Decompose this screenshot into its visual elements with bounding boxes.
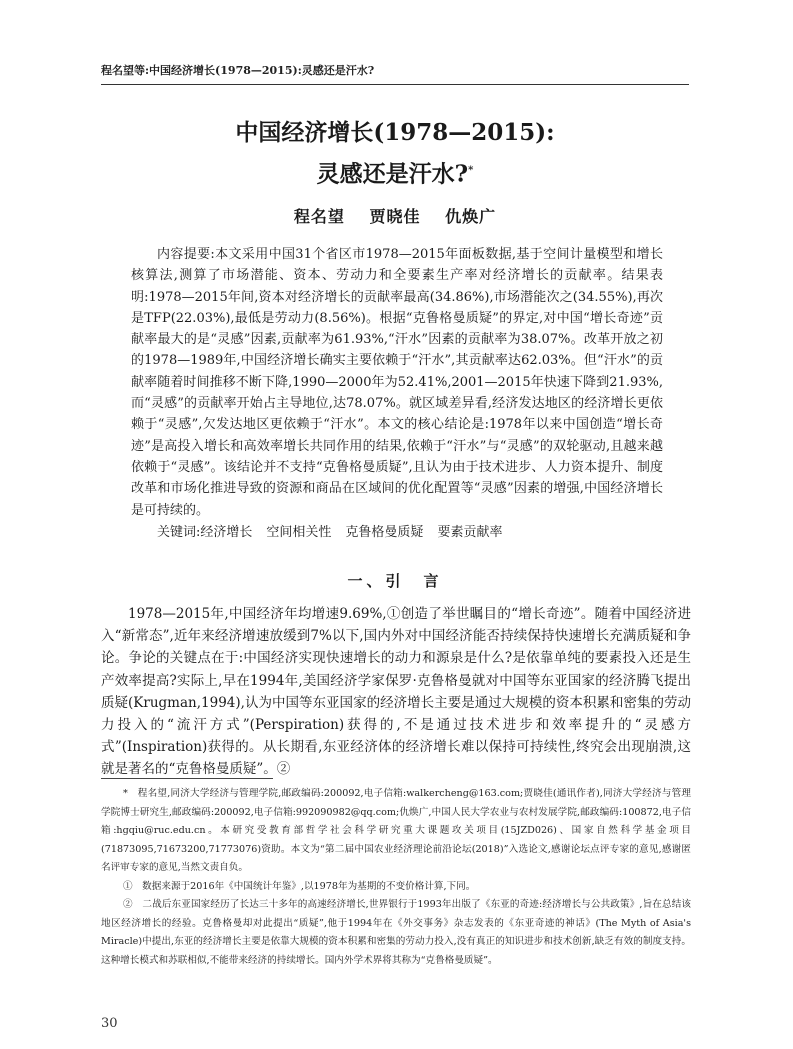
page-number: 30	[101, 1016, 118, 1031]
author-name: 程名望	[293, 207, 345, 226]
keyword: 克鲁格曼质疑	[345, 525, 424, 540]
footnotes	[101, 785, 691, 970]
title-line-1: 中国经济增长(1978—2015):	[235, 119, 555, 146]
header-rule	[101, 84, 689, 85]
footnote: * 程名望,同济大学经济与管理学院,邮政编码:200092,电子信箱:walkercheng@163.com;贾晓佳(通讯作者),同济大学经济与管理学院博士研究生,邮政编码:200092,电子信箱:992090982@qq.com;仇焕广,中国人民大学农业与农村发展学院,邮政编码:100872,电子信箱:hgqiu@ruc.edu.cn。本研究受教育部哲学社会科学研究重大课题攻关项目(15JZD026)、国家自然科学基金项目(71873095,71673200,71773076)资助。本文为“第二届中国农业经济理论前沿论坛(2018)”入选论文,感谢论坛点评专家的意见,感谢匿名评审专家的意见,当然文责自负。	[101, 788, 691, 873]
footnote-rule	[101, 778, 273, 779]
section-heading: 一、引 言	[347, 572, 443, 590]
keywords	[157, 521, 516, 540]
author-name: 贾晓佳	[369, 207, 421, 226]
author-list	[101, 204, 689, 227]
title-footnote-marker: *	[468, 165, 474, 176]
title-line-2-text: 灵感还是汗水?	[316, 160, 469, 188]
article-title	[101, 114, 689, 194]
title-line-2	[101, 152, 689, 194]
footnote: ① 数据来源于2016年《中国统计年鉴》,以1978年为基期的不变价格计算,下同。	[123, 880, 476, 892]
abstract: 内容提要:本文采用中国31个省区市1978—2015年面板数据,基于空间计量模型和增长核算法,测算了市场潜能、资本、劳动力和全要素生产率对经济增长的贡献率。结果表明:1978—2015年间,资本对经济增长的贡献率最高(34.86%),市场潜能次之(34.55%),再次是TFP(22.03%),最低是劳动力(8.56%)。根据“克鲁格曼质疑”的界定,对中国“增长奇迹”贡献率最大的是“灵感”因素,贡献率为61.93%,“汗水”因素的贡献率为38.07%。改革开放之初的1978—1989年,中国经济增长确实主要依赖于“汗水”,其贡献率达62.03%。但“汗水”的贡献率随着时间推移不断下降,1990—2000年为52.41%,2001—2015年快速下降到21.93%,而“灵感”的贡献率开始占主导地位,达78.07%。就区域差异看,经济发达地区的经济增长更依赖于“灵感”,欠发达地区更依赖于“汗水”。本文的核心结论是:1978年以来中国创造“增长奇迹”是高投入增长和高效率增长共同作用的结果,依赖于“汗水”与“灵感”的双轮驱动,且越来越依赖于“灵感”。该结论并不支持“克鲁格曼质疑”,且认为由于技术进步、人力资本提升、制度改革和市场化推进导致的资源和商品在区域间的优化配置等“灵感”因素的增强,中国经济增长是可持续的。	[131, 247, 663, 518]
body-paragraph: 1978—2015年,中国经济年均增速9.69%,①创造了举世瞩目的“增长奇迹”。随着中国经济进入“新常态”,近年来经济增速放缓到7%以下,国内外对中国经济能否持续保持快速增长充满质疑和争论。争论的关键点在于:中国经济实现快速增长的动力和源泉是什么?是依靠单纯的要素投入还是生产效率提高?实际上,早在1994年,美国经济学家保罗·克鲁格曼就对中国等东亚国家的经济腾飞提出质疑(Krugman,1994),认为中国等东亚国家的经济增长主要是通过大规模的资本积累和密集的劳动力投入的“流汗方式”(Perspiration)获得的,不是通过技术进步和效率提升的“灵感方式”(Inspiration)获得的。从长期看,东亚经济体的经济增长难以保持可持续性,终究会出现崩溃,这就是著名的“克鲁格曼质疑”。②	[101, 606, 691, 778]
keyword: 要素贡献率	[437, 525, 503, 540]
keywords-label: 关键词:	[157, 525, 201, 540]
author-name: 仇焕广	[445, 207, 497, 226]
footnote: ② 二战后东亚国家经历了长达三十多年的高速经济增长,世界银行于1993年出版了《东亚的奇迹:经济增长与公共政策》,旨在总结该地区经济增长的经验。克鲁格曼却对此提出“质疑”,他于1994年在《外交事务》杂志发表的《东亚奇迹的神话》(The Myth of Asia's Miracle)中提出,东亚的经济增长主要是依靠大规模的资本积累和密集的劳动力投入,没有真正的知识进步和技术创新,缺乏有效的制度支持。这种增长模式和苏联相似,不能带来经济的持续增长。国内外学术界将其称为“克鲁格曼质疑”。	[101, 899, 691, 966]
keyword: 空间相关性	[266, 525, 332, 540]
keyword: 经济增长	[200, 525, 253, 540]
running-header: 程名望等:中国经济增长(1978—2015):灵感还是汗水?	[101, 64, 375, 77]
